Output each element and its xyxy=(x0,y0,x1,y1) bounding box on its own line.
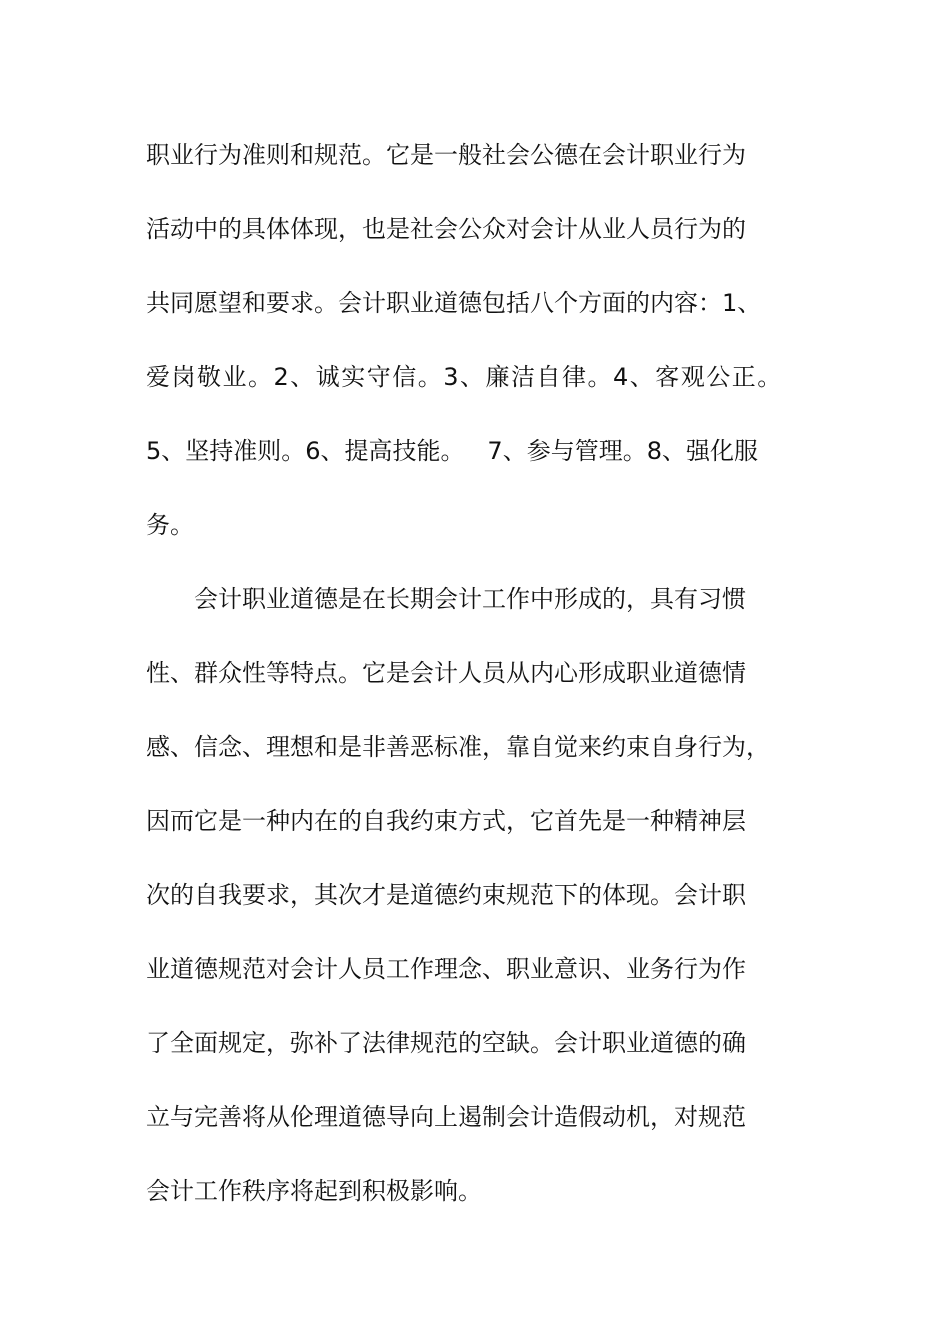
paragraph-2-line-1: 会计职业道德是在长期会计工作中形成的，具有习惯 xyxy=(194,585,746,613)
text-line-3: 共同愿望和要求。会计职业道德包括八个方面的内容：1、 xyxy=(146,289,762,317)
paragraph-2-line-6: 业道德规范对会计人员工作理念、职业意识、业务行为作 xyxy=(146,955,746,983)
text-line-4: 爱岗敬业。2、诚实守信。3、廉洁自律。4、客观公正。 xyxy=(146,363,783,391)
text-line-2: 活动中的具体体现，也是社会公众对会计从业人员行为的 xyxy=(146,215,746,243)
text-line-5: 5、坚持准则。6、提高技能。 7、参与管理。8、强化服 xyxy=(146,437,758,465)
paragraph-2-line-7: 了全面规定，弥补了法律规范的空缺。会计职业道德的确 xyxy=(146,1029,746,1057)
paragraph-2-line-5: 次的自我要求，其次才是道德约束规范下的体现。会计职 xyxy=(146,881,746,909)
paragraph-2-line-2: 性、群众性等特点。它是会计人员从内心形成职业道德情 xyxy=(146,659,746,687)
body-text xyxy=(146,118,846,1228)
text-line-1: 职业行为准则和规范。它是一般社会公德在会计职业行为 xyxy=(146,141,746,169)
paragraph-2-line-9: 会计工作秩序将起到积极影响。 xyxy=(146,1177,482,1205)
paragraph-2-line-8: 立与完善将从伦理道德导向上遏制会计造假动机，对规范 xyxy=(146,1103,746,1131)
paragraph-2-line-4: 因而它是一种内在的自我约束方式，它首先是一种精神层 xyxy=(146,807,746,835)
text-line-6: 务。 xyxy=(146,511,194,539)
paragraph-2-line-3: 感、信念、理想和是非善恶标准，靠自觉来约束自身行为， xyxy=(146,733,770,761)
